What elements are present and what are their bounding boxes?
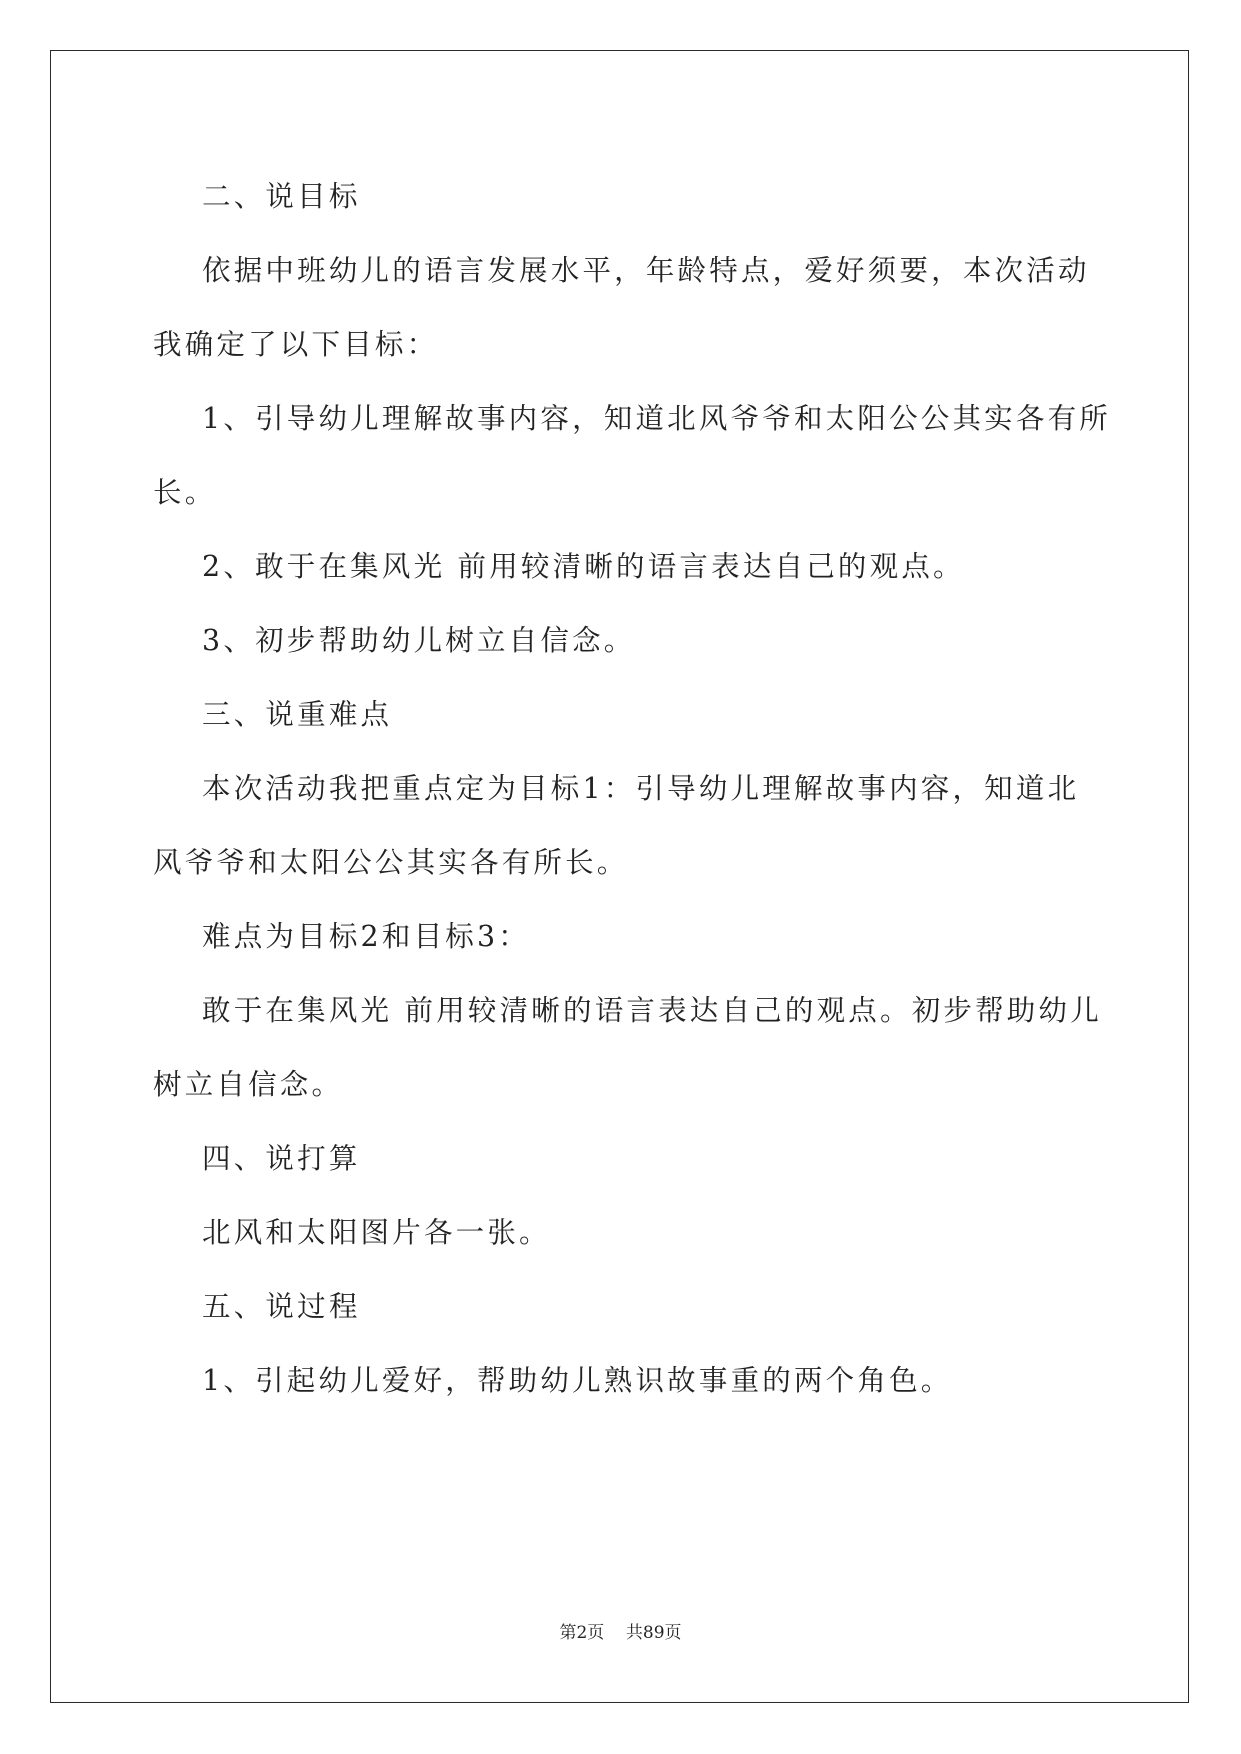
paragraph-line: 风爷爷和太阳公公其实各有所长。 — [153, 846, 629, 879]
heading-process: 五、说过程 — [153, 1290, 361, 1323]
paragraph-line: 1、引导幼儿理解故事内容，知道北风爷爷和太阳公公其实各有所 — [153, 402, 1111, 435]
paragraph-line: 难点为目标2和目标3： — [153, 920, 531, 953]
heading-key-points: 三、说重难点 — [153, 698, 393, 731]
paragraph-line: 本次活动我把重点定为目标1：引导幼儿理解故事内容，知道北 — [153, 772, 1080, 805]
paragraph-line: 依据中班幼儿的语言发展水平，年龄特点，爱好须要，本次活动 — [153, 254, 1090, 287]
paragraph-line: 树立自信念。 — [153, 1068, 344, 1101]
document-body — [153, 160, 1111, 1418]
paragraph-line: 敢于在集风光 前用较清晰的语言表达自己的观点。初步帮助幼儿 — [153, 994, 1102, 1027]
paragraph-line: 长。 — [153, 476, 217, 509]
paragraph-line: 3、初步帮助幼儿树立自信念。 — [153, 624, 636, 657]
heading-preparation: 四、说打算 — [153, 1142, 361, 1175]
paragraph-line: 北风和太阳图片各一张。 — [153, 1216, 551, 1249]
heading-goals: 二、说目标 — [153, 180, 361, 213]
page-number-footer: 第2页 共89页 — [559, 1623, 682, 1643]
paragraph-line: 我确定了以下目标： — [153, 328, 439, 361]
paragraph-line: 1、引起幼儿爱好，帮助幼儿熟识故事重的两个角色。 — [153, 1364, 953, 1397]
paragraph-line: 2、敢于在集风光 前用较清晰的语言表达自己的观点。 — [153, 550, 965, 583]
